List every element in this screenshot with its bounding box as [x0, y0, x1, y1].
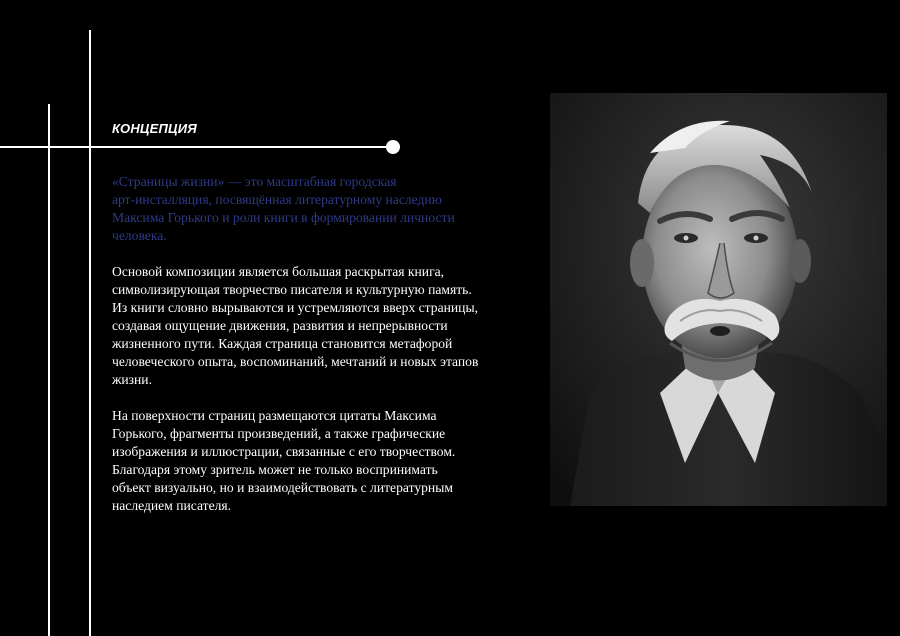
horizontal-rule [0, 146, 390, 148]
concept-text [112, 173, 542, 515]
vertical-rule-right [89, 30, 91, 636]
rule-end-dot [386, 140, 400, 154]
author-portrait-photo [550, 93, 887, 506]
surface-paragraph: На поверхности страниц размещаются цитаты Максима Горького, фрагменты произведений, а также графические изображения и иллюстрации, связанные с его творчеством. Благодаря этому зритель может не только воспринимать объект визуально, но и взаимодействовать с литературным наследием писателя. [112, 408, 456, 513]
section-heading: КОНЦЕПЦИЯ [112, 121, 197, 136]
vertical-rule-left [48, 104, 50, 636]
composition-paragraph: Основой композиции является большая раскрытая книга, символизирующая творчество писателя и культурную память. Из книги словно вырываются и устремляются вверх страницы, создавая ощущение движения, развития и непрерывности жизненного пути. Каждая страница становится метафорой человеческого опыта, воспоминаний, мечтаний и новых этапов жизни. [112, 264, 479, 387]
intro-paragraph: «Страницы жизни» — это масштабная городская арт-инсталляция, посвящённая литературному наследию Максима Горького и роли книги в формировании личности человека. [112, 174, 455, 243]
portrait-illustration [550, 93, 887, 506]
